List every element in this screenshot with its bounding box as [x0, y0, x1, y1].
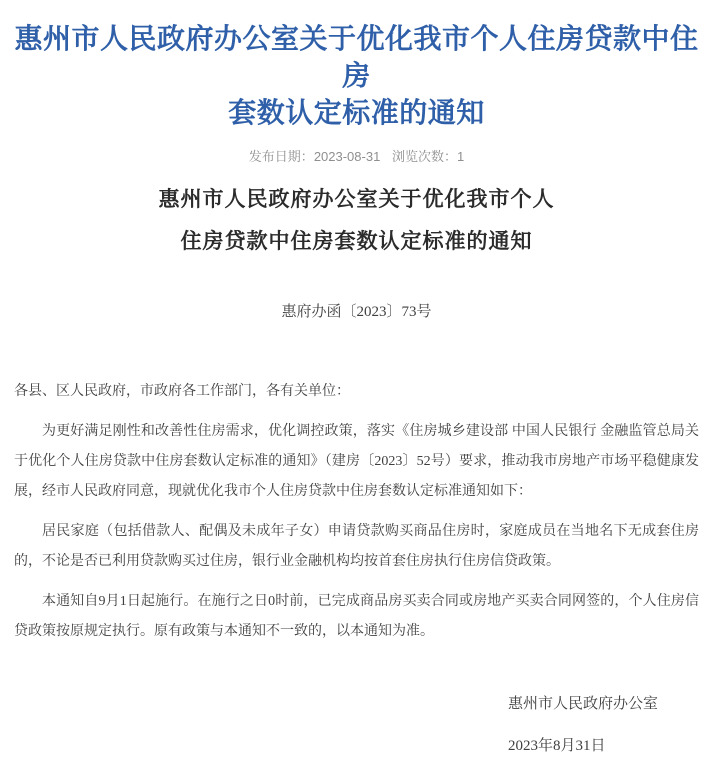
salutation: 各县、区人民政府，市政府各工作部门，各有关单位： [14, 384, 350, 399]
document-body [14, 377, 699, 647]
publish-date [249, 149, 381, 164]
document-number: 惠府办函〔2023〕73号 [281, 304, 432, 320]
meta-row [14, 148, 699, 166]
page-title-line2: 套数认定标准的通知 [228, 97, 485, 128]
publish-date-label: 发布日期： [248, 149, 314, 164]
paragraph-1: 为更好满足刚性和改善性住房需求，优化调控政策，落实《住房城乡建设部 中国人民银行 金融监管总局关于优化个人住房贷款中住房套数认定标准的通知》（建房〔2023〕52号）要求，推动我市房地产市场平稳健康发展，经市人民政府同意，现就优化我市个人住房贷款中住房套数认定标准通知如下： [14, 424, 699, 499]
view-count-label: 浏览次数： [391, 149, 457, 164]
publish-date-value: 2023-08-31 [313, 149, 381, 164]
signature-date: 2023年8月31日 [508, 738, 606, 754]
document-title-line2: 住房贷款中住房套数认定标准的通知 [180, 229, 533, 253]
page-title [14, 20, 699, 131]
view-count-value: 1 [456, 149, 465, 164]
document-title-line1: 惠州市人民政府办公室关于优化我市个人 [158, 187, 555, 211]
signature-office: 惠州市人民政府办公室 [508, 696, 659, 712]
view-count [392, 149, 464, 164]
signature-block [508, 689, 699, 761]
paragraph-2: 居民家庭（包括借款人、配偶及未成年子女）申请贷款购买商品住房时，家庭成员在当地名下无成套住房的，不论是否已利用贷款购买过住房，银行业金融机构均按首套住房执行住房信贷政策。 [14, 524, 699, 569]
document-title [14, 178, 699, 262]
page-title-line1: 惠州市人民政府办公室关于优化我市个人住房贷款中住房 [14, 23, 699, 91]
paragraph-3: 本通知自9月1日起施行。在施行之日0时前，已完成商品房买卖合同或房地产买卖合同网签的，个人住房信贷政策按原规定执行。原有政策与本通知不一致的，以本通知为准。 [14, 594, 699, 639]
